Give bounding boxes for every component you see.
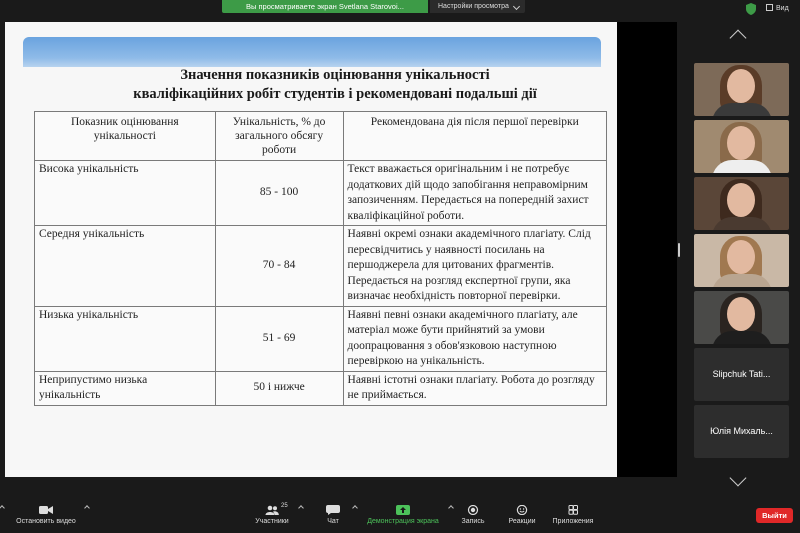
shield-icon[interactable] [746,3,756,15]
chat-label: Чат [327,518,339,525]
row-percent: 70 - 84 [215,226,343,307]
participant-body [712,160,772,173]
stop-video-button[interactable] [12,505,80,525]
row-indicator: Неприпустимо низька унікальність [35,371,216,405]
video-tile[interactable] [694,177,789,230]
participant-body [712,274,772,287]
table-row [35,226,607,307]
reactions-button[interactable] [503,505,541,525]
chevron-up-icon [0,505,5,511]
participant-body [712,103,772,116]
uniqueness-table [34,111,607,406]
row-indicator: Середня унікальність [35,226,216,307]
video-tile[interactable] [694,63,789,116]
table-row [35,306,607,371]
participants-icon [265,505,279,515]
participant-count: 25 [281,503,288,509]
video-tile[interactable] [694,120,789,173]
chat-icon [326,505,340,515]
slide-title-line-1: Значення показників оцінювання унікальності [180,67,490,83]
top-bar [0,0,800,20]
chevron-up-icon[interactable] [730,30,747,47]
row-percent: 85 - 100 [215,161,343,226]
share-screen-icon [396,505,410,515]
reactions-label: Реакции [508,518,536,525]
participant-face [727,126,755,160]
slide-title-line-2: кваліфікаційних робіт студентів і рекомендовані подальші дії [133,86,537,102]
resize-handle[interactable] [678,243,680,257]
participant-face [727,69,755,103]
row-action: Наявні істотні ознаки плагіату. Робота до розгляду не приймається. [343,371,606,405]
participant-tile[interactable]: Slipchuk Tati... [694,348,789,401]
apps-button[interactable] [550,505,596,525]
view-options-label: Настройки просмотра [438,3,509,10]
view-options-button[interactable] [430,0,525,13]
video-tile[interactable] [694,291,789,344]
header-indicator: Показник оцінювання унікальності [35,112,216,161]
participant-body [712,217,772,230]
record-icon [466,505,480,515]
chevron-up-icon [448,505,454,511]
header-action: Рекомендована дія після першої перевірки [343,112,606,161]
row-action: Наявні певні ознаки академічного плагіату, але матеріал може бути прийнятий за умови доопрацювання з обов'язковою наступною перевіркою на унікальність. [343,306,606,371]
chevron-down-icon [513,3,520,10]
chevron-up-icon [84,505,90,511]
slide-header-band [23,37,601,67]
participant-face [727,183,755,217]
chevron-up-icon [298,505,304,511]
leave-button[interactable]: Выйти [756,508,793,523]
participant-tile[interactable]: Юлія Михаль... [694,405,789,458]
chevron-up-icon [352,505,358,511]
view-button[interactable] [766,4,789,12]
row-indicator: Низька унікальність [35,306,216,371]
share-screen-label: Демонстрация экрана [367,518,439,525]
apps-label: Приложения [552,518,594,525]
shared-screen [5,22,617,477]
table-row [35,161,607,226]
row-action: Наявні окремі ознаки академічного плагіату. Слід пересвідчитись у наявності посилань на першоджерела для цитованих фрагментів. Передається на розгляд експертної групи, яка визначає необхідність повторної перевірки. [343,226,606,307]
table-header-row [35,112,607,161]
participant-face [727,240,755,274]
row-indicator: Висока унікальність [35,161,216,226]
share-screen-button[interactable] [362,505,444,525]
chat-button[interactable] [318,505,348,525]
participants-label: Участники [255,518,289,525]
screen-margin [617,22,677,477]
meeting-toolbar [0,497,800,533]
slide-title [85,66,585,104]
share-notice: Вы просматриваете экран Svetlana Starovoi... [222,0,428,13]
video-camera-icon [39,505,53,515]
row-percent: 50 і нижче [215,371,343,405]
participant-gallery [688,22,800,497]
video-tile[interactable] [694,234,789,287]
emoji-icon [515,505,529,515]
participant-face [727,297,755,331]
row-action: Текст вважається оригінальним і не потребує додаткових дій щодо запобігання неправомірним запозиченням. Передається на попередній захист кваліфікаційної роботи. [343,161,606,226]
record-label: Запись [461,518,485,525]
apps-icon [566,505,580,515]
row-percent: 51 - 69 [215,306,343,371]
record-button[interactable] [456,505,490,525]
participant-body [712,331,772,344]
view-label: Вид [776,5,789,12]
grid-icon [766,4,773,11]
stop-video-label: Остановить видео [16,518,76,525]
header-percent: Унікальність, % до загального обсягу роботи [215,112,343,161]
chevron-down-icon[interactable] [730,470,747,487]
table-row [35,371,607,405]
